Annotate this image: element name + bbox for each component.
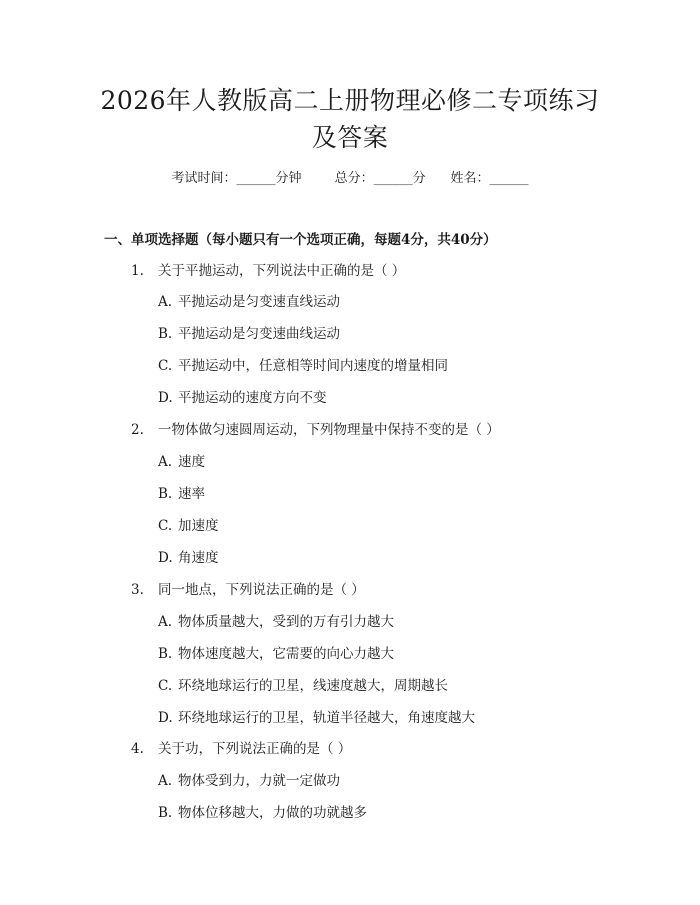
question [131, 739, 351, 759]
option-letter: B. [158, 326, 173, 342]
option-letter: D. [158, 390, 173, 406]
option [158, 708, 475, 728]
question-text: 关于功，下列说法正确的是（ ） [158, 741, 352, 757]
option [158, 292, 340, 312]
option [158, 516, 219, 536]
score-label: 总分： [334, 171, 374, 186]
question-text: 一物体做匀速圆周运动，下列物理量中保持不变的是（ ） [158, 422, 500, 438]
title-line-1: 2026年人教版高二上册物理必修二专项练习 [100, 86, 600, 115]
option-text: 角速度 [178, 550, 219, 566]
option-letter: B. [158, 805, 173, 821]
option [158, 644, 394, 664]
option-text: 物体受到力，力就一定做功 [178, 773, 340, 789]
time-label: 考试时间： [171, 171, 237, 186]
question [131, 580, 365, 600]
option-text: 平抛运动中，任意相等时间内速度的增量相同 [178, 358, 448, 374]
time-unit: 分钟 [275, 171, 302, 186]
document-title [60, 82, 640, 156]
option [158, 324, 340, 344]
option-text: 平抛运动的速度方向不变 [178, 390, 327, 406]
question-number: 2. [131, 422, 144, 438]
name-label: 姓名： [450, 171, 490, 186]
score-blank: ______ [373, 171, 413, 186]
option [158, 771, 340, 791]
question-text: 关于平抛运动，下列说法中正确的是（ ） [158, 263, 406, 279]
option-letter: B. [158, 486, 173, 502]
option-letter: A. [158, 294, 173, 310]
question-number: 3. [131, 582, 144, 598]
option-letter: C. [158, 358, 173, 374]
option [158, 388, 327, 408]
option-text: 环绕地球运行的卫星，线速度越大，周期越长 [178, 678, 448, 694]
option-text: 速率 [178, 486, 205, 502]
time-blank: ______ [236, 171, 276, 186]
option [158, 548, 219, 568]
option [158, 803, 367, 823]
option-letter: D. [158, 550, 173, 566]
option-text: 加速度 [178, 518, 219, 534]
option-letter: A. [158, 614, 173, 630]
question [131, 420, 500, 440]
question-text: 同一地点，下列说法正确的是（ ） [158, 582, 365, 598]
option [158, 452, 205, 472]
section-title: 一、单项选择题（每小题只有一个选项正确，每题4分，共40分） [104, 232, 497, 248]
option-letter: B. [158, 646, 173, 662]
question-number: 4. [131, 741, 144, 757]
option-letter: A. [158, 454, 173, 470]
option-text: 速度 [178, 454, 205, 470]
option-text: 环绕地球运行的卫星，轨道半径越大，角速度越大 [178, 710, 475, 726]
option [158, 676, 448, 696]
option-letter: C. [158, 678, 173, 694]
option [158, 484, 205, 504]
option-text: 平抛运动是匀变速直线运动 [178, 294, 340, 310]
option-text: 物体位移越大，力做的功就越多 [178, 805, 367, 821]
option-text: 物体质量越大，受到的万有引力越大 [178, 614, 394, 630]
question [131, 261, 405, 281]
name-blank: ______ [489, 171, 529, 186]
title-line-2: 及答案 [311, 123, 389, 152]
exam-info [0, 170, 700, 188]
question-number: 1. [131, 263, 144, 279]
option-text: 平抛运动是匀变速曲线运动 [178, 326, 340, 342]
option-letter: A. [158, 773, 173, 789]
option [158, 356, 448, 376]
option-text: 物体速度越大，它需要的向心力越大 [178, 646, 394, 662]
option-letter: C. [158, 518, 173, 534]
option-letter: D. [158, 710, 173, 726]
score-unit: 分 [412, 171, 426, 186]
option [158, 612, 394, 632]
